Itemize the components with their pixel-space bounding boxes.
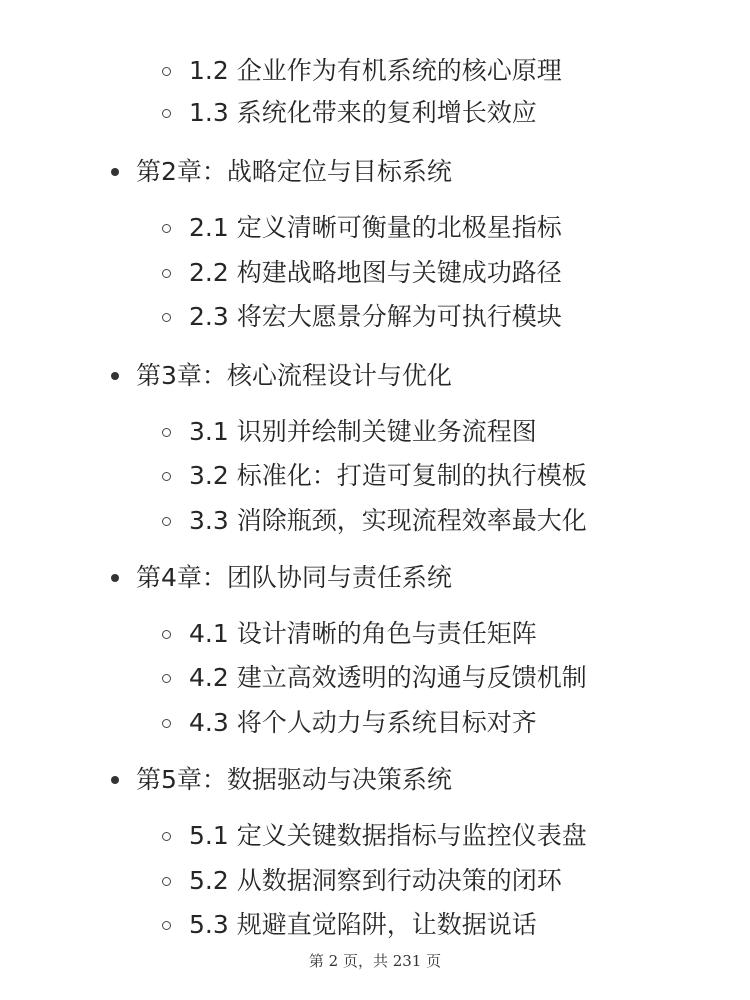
section-1-2: 1.2 企业作为有机系统的核心原理 [189, 56, 562, 85]
section-4-3: 4.3 将个人动力与系统目标对齐 [189, 708, 537, 737]
chapter-2-title: 第2章：战略定位与目标系统 [136, 157, 452, 186]
section-2-1: 2.1 定义清晰可衡量的北极星指标 [189, 213, 562, 242]
section-5-3: 5.3 规避直觉陷阱，让数据说话 [189, 910, 537, 939]
section-3-1: 3.1 识别并绘制关键业务流程图 [189, 417, 537, 446]
sub-bullet-icon [162, 67, 171, 76]
chapter-4-title: 第4章：团队协同与责任系统 [136, 563, 452, 592]
sub-bullet-icon [162, 517, 171, 526]
sub-bullet-icon [162, 630, 171, 639]
section-5-1: 5.1 定义关键数据指标与监控仪表盘 [189, 821, 587, 850]
section-2-3: 2.3 将宏大愿景分解为可执行模块 [189, 302, 562, 331]
chapter-3-title: 第3章：核心流程设计与优化 [136, 361, 452, 390]
page-number-footer: 第 2 页，共 231 页 [308, 952, 442, 970]
sub-bullet-icon [162, 877, 171, 886]
section-1-3: 1.3 系统化带来的复利增长效应 [189, 98, 537, 127]
bullet-icon [111, 574, 119, 582]
sub-bullet-icon [162, 428, 171, 437]
bullet-icon [111, 372, 119, 380]
sub-bullet-icon [162, 313, 171, 322]
sub-bullet-icon [162, 269, 171, 278]
section-3-2: 3.2 标准化：打造可复制的执行模板 [189, 461, 587, 490]
bullet-icon [111, 776, 119, 784]
chapter-5-title: 第5章：数据驱动与决策系统 [136, 765, 452, 794]
sub-bullet-icon [162, 674, 171, 683]
section-5-2: 5.2 从数据洞察到行动决策的闭环 [189, 866, 562, 895]
sub-bullet-icon [162, 224, 171, 233]
sub-bullet-icon [162, 472, 171, 481]
section-4-2: 4.2 建立高效透明的沟通与反馈机制 [189, 663, 587, 692]
sub-bullet-icon [162, 832, 171, 841]
section-3-3: 3.3 消除瓶颈，实现流程效率最大化 [189, 506, 587, 535]
section-2-2: 2.2 构建战略地图与关键成功路径 [189, 258, 562, 287]
sub-bullet-icon [162, 921, 171, 930]
bullet-icon [111, 168, 119, 176]
section-4-1: 4.1 设计清晰的角色与责任矩阵 [189, 619, 537, 648]
sub-bullet-icon [162, 109, 171, 118]
sub-bullet-icon [162, 719, 171, 728]
